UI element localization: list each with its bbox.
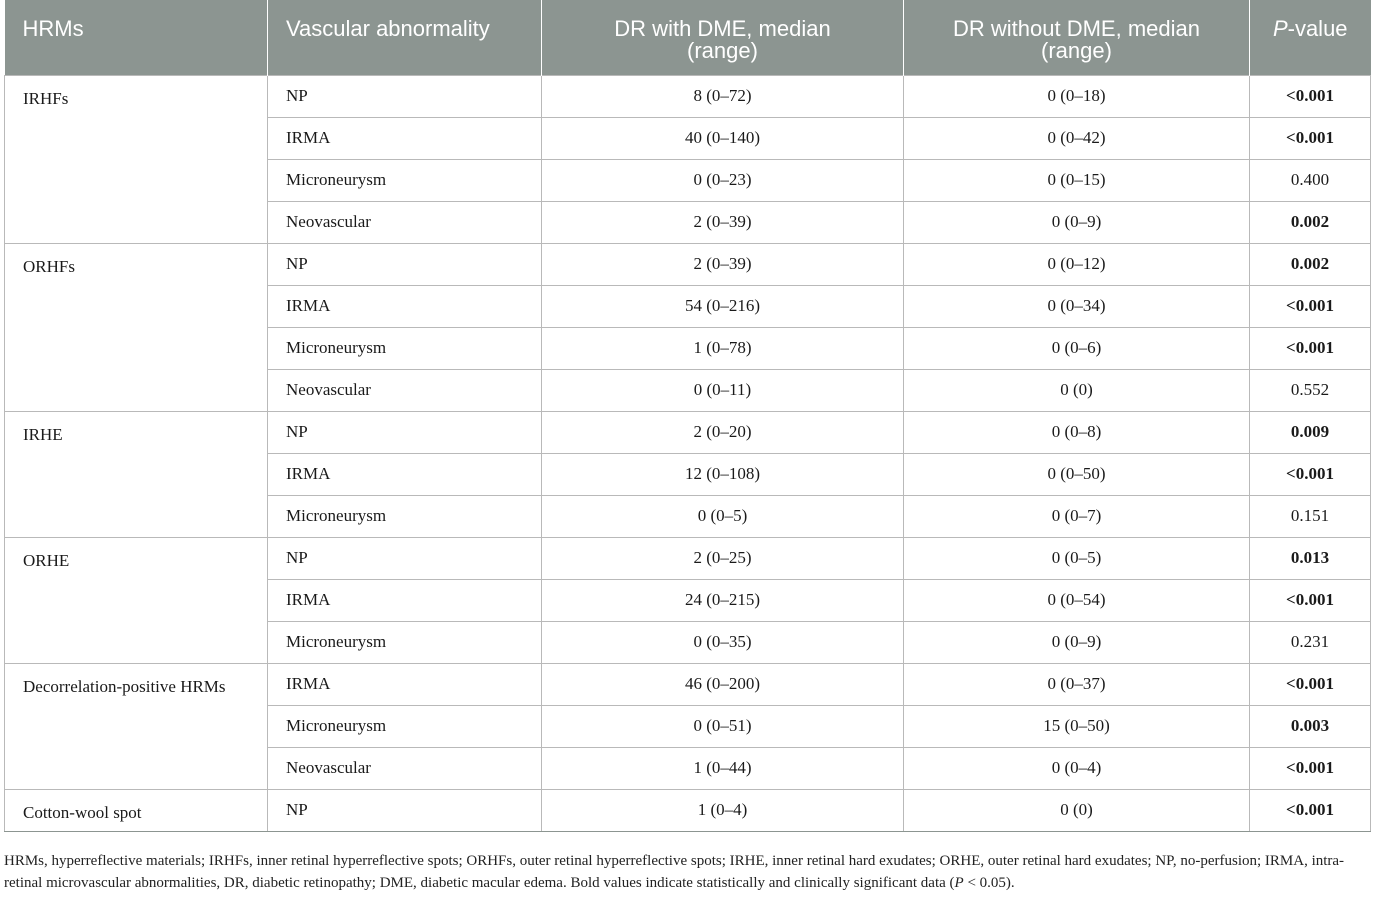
vascular-abnormality-cell: NP	[268, 411, 542, 453]
p-value-cell: <0.001	[1250, 663, 1371, 705]
without-dme-cell: 15 (0–50)	[904, 705, 1250, 747]
vascular-abnormality-cell: IRMA	[268, 117, 542, 159]
p-value-cell: 0.002	[1250, 201, 1371, 243]
vascular-abnormality-cell: Microneurysm	[268, 495, 542, 537]
vascular-abnormality-cell: Microneurysm	[268, 705, 542, 747]
p-value-cell: 0.003	[1250, 705, 1371, 747]
header-dr-with-dme: DR with DME, median (range)	[542, 0, 904, 75]
with-dme-cell: 1 (0–4)	[542, 789, 904, 831]
vascular-abnormality-cell: Neovascular	[268, 201, 542, 243]
without-dme-cell: 0 (0–37)	[904, 663, 1250, 705]
vascular-abnormality-cell: Neovascular	[268, 369, 542, 411]
p-value-cell: <0.001	[1250, 579, 1371, 621]
without-dme-cell: 0 (0–18)	[904, 75, 1250, 117]
with-dme-cell: 2 (0–20)	[542, 411, 904, 453]
group-label: IRHE	[5, 411, 268, 537]
group-label: Cotton-wool spot	[5, 789, 268, 831]
with-dme-cell: 40 (0–140)	[542, 117, 904, 159]
results-table	[4, 0, 1371, 832]
vascular-abnormality-cell: NP	[268, 75, 542, 117]
without-dme-cell: 0 (0–12)	[904, 243, 1250, 285]
without-dme-cell: 0 (0–8)	[904, 411, 1250, 453]
vascular-abnormality-cell: IRMA	[268, 285, 542, 327]
header-dr-without-dme: DR without DME, median (range)	[904, 0, 1250, 75]
p-value-cell: <0.001	[1250, 747, 1371, 789]
with-dme-cell: 8 (0–72)	[542, 75, 904, 117]
vascular-abnormality-cell: Neovascular	[268, 747, 542, 789]
p-value-cell: <0.001	[1250, 327, 1371, 369]
without-dme-cell: 0 (0–5)	[904, 537, 1250, 579]
group-label: ORHFs	[5, 243, 268, 411]
without-dme-cell: 0 (0)	[904, 369, 1250, 411]
vascular-abnormality-cell: IRMA	[268, 453, 542, 495]
table-row	[5, 789, 1371, 831]
p-value-cell: 0.231	[1250, 621, 1371, 663]
table-row	[5, 243, 1371, 285]
p-value-cell: <0.001	[1250, 285, 1371, 327]
group-label: IRHFs	[5, 75, 268, 243]
table-row	[5, 663, 1371, 705]
with-dme-cell: 1 (0–78)	[542, 327, 904, 369]
with-dme-cell: 0 (0–51)	[542, 705, 904, 747]
table-row	[5, 75, 1371, 117]
with-dme-cell: 12 (0–108)	[542, 453, 904, 495]
table-footnote: HRMs, hyperreflective materials; IRHFs, inner retinal hyperreflective spots; ORHFs, outer retinal hyperreflective spots; IRHE, inner retinal hard exudates; ORHE, outer retinal hard exudates; NP, no-perfusion; IRMA, intra-retinal microvascular abnormalities, DR, diabetic retinopathy; DME, diabetic macular edema. Bold values indicate statistically and clinically significant data (P < 0.05).	[4, 853, 1345, 891]
vascular-abnormality-cell: NP	[268, 537, 542, 579]
with-dme-cell: 0 (0–5)	[542, 495, 904, 537]
p-value-cell: <0.001	[1250, 453, 1371, 495]
results-table-container	[4, 0, 1370, 832]
vascular-abnormality-cell: NP	[268, 789, 542, 831]
table-header	[5, 0, 1371, 75]
p-value-cell: 0.002	[1250, 243, 1371, 285]
with-dme-cell: 0 (0–23)	[542, 159, 904, 201]
header-vascular-abnormality: Vascular abnormality	[268, 0, 542, 75]
p-value-cell: <0.001	[1250, 75, 1371, 117]
without-dme-cell: 0 (0–6)	[904, 327, 1250, 369]
p-value-cell: 0.151	[1250, 495, 1371, 537]
with-dme-cell: 24 (0–215)	[542, 579, 904, 621]
without-dme-cell: 0 (0–7)	[904, 495, 1250, 537]
without-dme-cell: 0 (0–15)	[904, 159, 1250, 201]
without-dme-cell: 0 (0–34)	[904, 285, 1250, 327]
without-dme-cell: 0 (0–50)	[904, 453, 1250, 495]
without-dme-cell: 0 (0–9)	[904, 621, 1250, 663]
p-value-cell: 0.552	[1250, 369, 1371, 411]
table-body	[5, 75, 1371, 831]
p-value-cell: 0.013	[1250, 537, 1371, 579]
vascular-abnormality-cell: Microneurysm	[268, 621, 542, 663]
with-dme-cell: 2 (0–25)	[542, 537, 904, 579]
p-value-cell: <0.001	[1250, 789, 1371, 831]
with-dme-cell: 0 (0–35)	[542, 621, 904, 663]
with-dme-cell: 46 (0–200)	[542, 663, 904, 705]
group-label: ORHE	[5, 537, 268, 663]
table-row	[5, 537, 1371, 579]
with-dme-cell: 54 (0–216)	[542, 285, 904, 327]
p-value-cell: <0.001	[1250, 117, 1371, 159]
p-value-cell: 0.009	[1250, 411, 1371, 453]
vascular-abnormality-cell: NP	[268, 243, 542, 285]
header-p-value: P-value	[1250, 0, 1371, 75]
group-label: Decorrelation-positive HRMs	[5, 663, 268, 789]
without-dme-cell: 0 (0–4)	[904, 747, 1250, 789]
with-dme-cell: 2 (0–39)	[542, 201, 904, 243]
without-dme-cell: 0 (0–54)	[904, 579, 1250, 621]
with-dme-cell: 1 (0–44)	[542, 747, 904, 789]
with-dme-cell: 2 (0–39)	[542, 243, 904, 285]
vascular-abnormality-cell: Microneurysm	[268, 159, 542, 201]
vascular-abnormality-cell: Microneurysm	[268, 327, 542, 369]
p-value-cell: 0.400	[1250, 159, 1371, 201]
table-row	[5, 411, 1371, 453]
header-hrms: HRMs	[5, 0, 268, 75]
without-dme-cell: 0 (0–9)	[904, 201, 1250, 243]
vascular-abnormality-cell: IRMA	[268, 579, 542, 621]
vascular-abnormality-cell: IRMA	[268, 663, 542, 705]
without-dme-cell: 0 (0)	[904, 789, 1250, 831]
with-dme-cell: 0 (0–11)	[542, 369, 904, 411]
without-dme-cell: 0 (0–42)	[904, 117, 1250, 159]
